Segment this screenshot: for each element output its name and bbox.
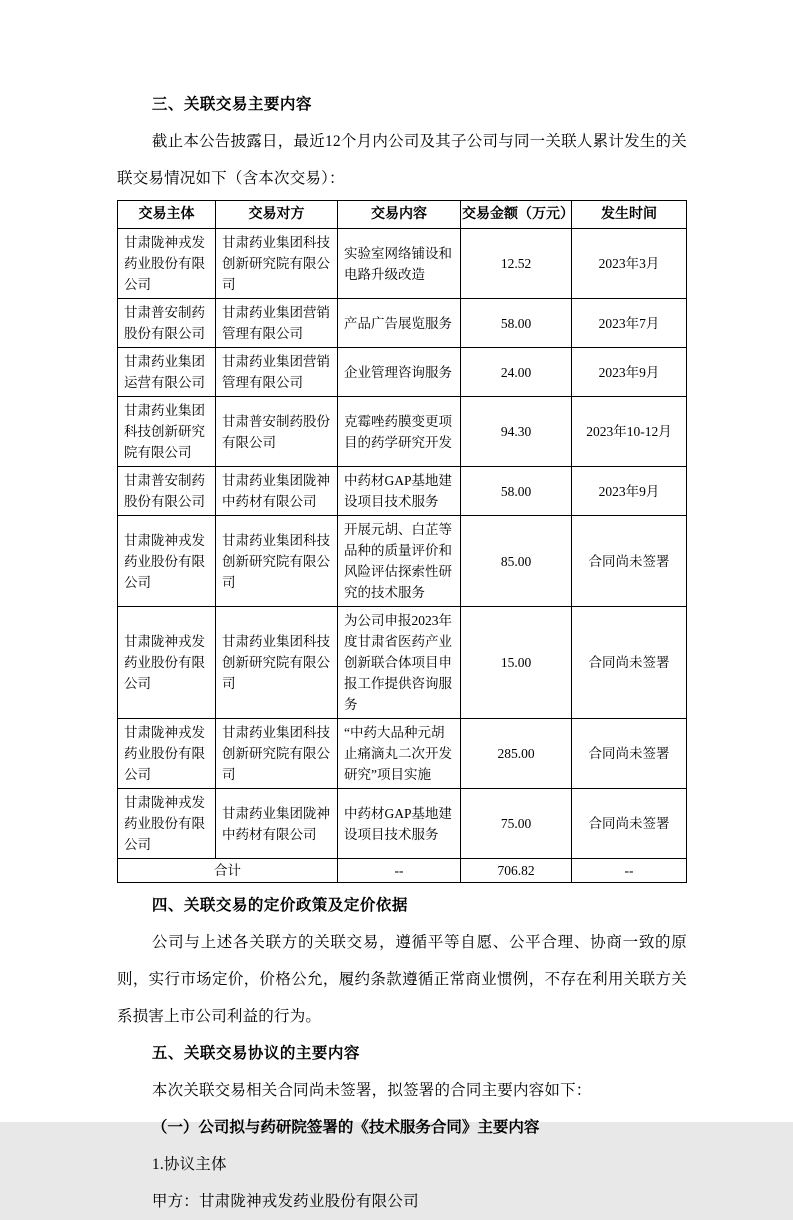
total-label-cell: 合计: [118, 859, 338, 883]
section5-sub-heading: （一）公司拟与药研院签署的《技术服务合同》主要内容: [151, 1119, 540, 1136]
counterparty-cell: 甘肃药业集团陇神中药材有限公司: [216, 467, 338, 516]
table-row: [118, 467, 687, 516]
total-amount-cell: 706.82: [461, 859, 572, 883]
amount-cell: 285.00: [461, 719, 572, 789]
amount-cell: 12.52: [461, 229, 572, 299]
amount-cell: 58.00: [461, 467, 572, 516]
time-cell: 合同尚未签署: [572, 516, 687, 607]
col-header-entity: 交易主体: [118, 201, 216, 229]
entity-cell: 甘肃陇神戎发药业股份有限公司: [118, 516, 216, 607]
table-row: [118, 516, 687, 607]
table-body: [118, 229, 687, 859]
amount-cell: 75.00: [461, 789, 572, 859]
entity-cell: 甘肃陇神戎发药业股份有限公司: [118, 607, 216, 719]
time-cell: 2023年10-12月: [572, 397, 687, 467]
amount-cell: 85.00: [461, 516, 572, 607]
content-cell: 企业管理咨询服务: [338, 348, 461, 397]
content-cell: 克霉唑药膜变更项目的药学研究开发: [338, 397, 461, 467]
entity-cell: 甘肃药业集团科技创新研究院有限公司: [118, 397, 216, 467]
time-cell: 合同尚未签署: [572, 719, 687, 789]
total-content-cell: --: [338, 859, 461, 883]
section5-body: 本次关联交易相关合同尚未签署，拟签署的合同主要内容如下：: [151, 1082, 592, 1099]
content-cell: 为公司申报2023年度甘肃省医药产业创新联合体项目申报工作提供咨询服务: [338, 607, 461, 719]
time-cell: 2023年7月: [572, 299, 687, 348]
time-cell: 2023年9月: [572, 467, 687, 516]
amount-cell: 15.00: [461, 607, 572, 719]
entity-cell: 甘肃陇神戎发药业股份有限公司: [118, 229, 216, 299]
counterparty-cell: 甘肃药业集团科技创新研究院有限公司: [216, 719, 338, 789]
section5-party-a: 甲方：甘肃陇神戎发药业股份有限公司: [151, 1193, 419, 1210]
document-content: [117, 86, 687, 1220]
content-cell: 开展元胡、白芷等品种的质量评价和风险评估探索性研究的技术服务: [338, 516, 461, 607]
section5-item1: 1.协议主体: [151, 1156, 227, 1173]
table-row: [118, 397, 687, 467]
content-cell: “中药大品种元胡止痛滴丸二次开发研究”项目实施: [338, 719, 461, 789]
entity-cell: 甘肃药业集团运营有限公司: [118, 348, 216, 397]
related-transactions-table: [117, 200, 687, 883]
entity-cell: 甘肃普安制药股份有限公司: [118, 299, 216, 348]
time-cell: 合同尚未签署: [572, 789, 687, 859]
table-row: [118, 348, 687, 397]
section5-heading: 五、关联交易协议的主要内容: [151, 1045, 360, 1062]
content-cell: 中药材GAP基地建设项目技术服务: [338, 467, 461, 516]
col-header-time: 发生时间: [572, 201, 687, 229]
content-cell: 实验室网络铺设和电路升级改造: [338, 229, 461, 299]
total-time-cell: --: [572, 859, 687, 883]
time-cell: 2023年9月: [572, 348, 687, 397]
amount-cell: 94.30: [461, 397, 572, 467]
entity-cell: 甘肃陇神戎发药业股份有限公司: [118, 789, 216, 859]
amount-cell: 58.00: [461, 299, 572, 348]
counterparty-cell: 甘肃普安制药股份有限公司: [216, 397, 338, 467]
col-header-counterparty: 交易对方: [216, 201, 338, 229]
table-row: [118, 789, 687, 859]
entity-cell: 甘肃普安制药股份有限公司: [118, 467, 216, 516]
table-header-row: [118, 201, 687, 229]
counterparty-cell: 甘肃药业集团科技创新研究院有限公司: [216, 516, 338, 607]
counterparty-cell: 甘肃药业集团科技创新研究院有限公司: [216, 229, 338, 299]
section4-body: 公司与上述各关联方的关联交易，遵循平等自愿、公平合理、协商一致的原则，实行市场定价，价格公允，履约条款遵循正常商业惯例，不存在利用关联方关系损害上市公司利益的行为。: [117, 934, 687, 1025]
amount-cell: 24.00: [461, 348, 572, 397]
table-row: [118, 299, 687, 348]
counterparty-cell: 甘肃药业集团科技创新研究院有限公司: [216, 607, 338, 719]
section3-intro: 截止本公告披露日，最近12个月内公司及其子公司与同一关联人累计发生的关联交易情况如下（含本次交易）：: [117, 133, 687, 187]
table-row: [118, 719, 687, 789]
table-total-row: [118, 859, 687, 883]
counterparty-cell: 甘肃药业集团营销管理有限公司: [216, 299, 338, 348]
content-cell: 中药材GAP基地建设项目技术服务: [338, 789, 461, 859]
table-row: [118, 607, 687, 719]
time-cell: 合同尚未签署: [572, 607, 687, 719]
section4-heading: 四、关联交易的定价政策及定价依据: [151, 897, 408, 914]
content-cell: 产品广告展览服务: [338, 299, 461, 348]
col-header-amount: 交易金额（万元）: [461, 201, 572, 229]
entity-cell: 甘肃陇神戎发药业股份有限公司: [118, 719, 216, 789]
time-cell: 2023年3月: [572, 229, 687, 299]
section3-heading: 三、关联交易主要内容: [151, 96, 312, 113]
counterparty-cell: 甘肃药业集团陇神中药材有限公司: [216, 789, 338, 859]
table-row: [118, 229, 687, 299]
col-header-content: 交易内容: [338, 201, 461, 229]
counterparty-cell: 甘肃药业集团营销管理有限公司: [216, 348, 338, 397]
